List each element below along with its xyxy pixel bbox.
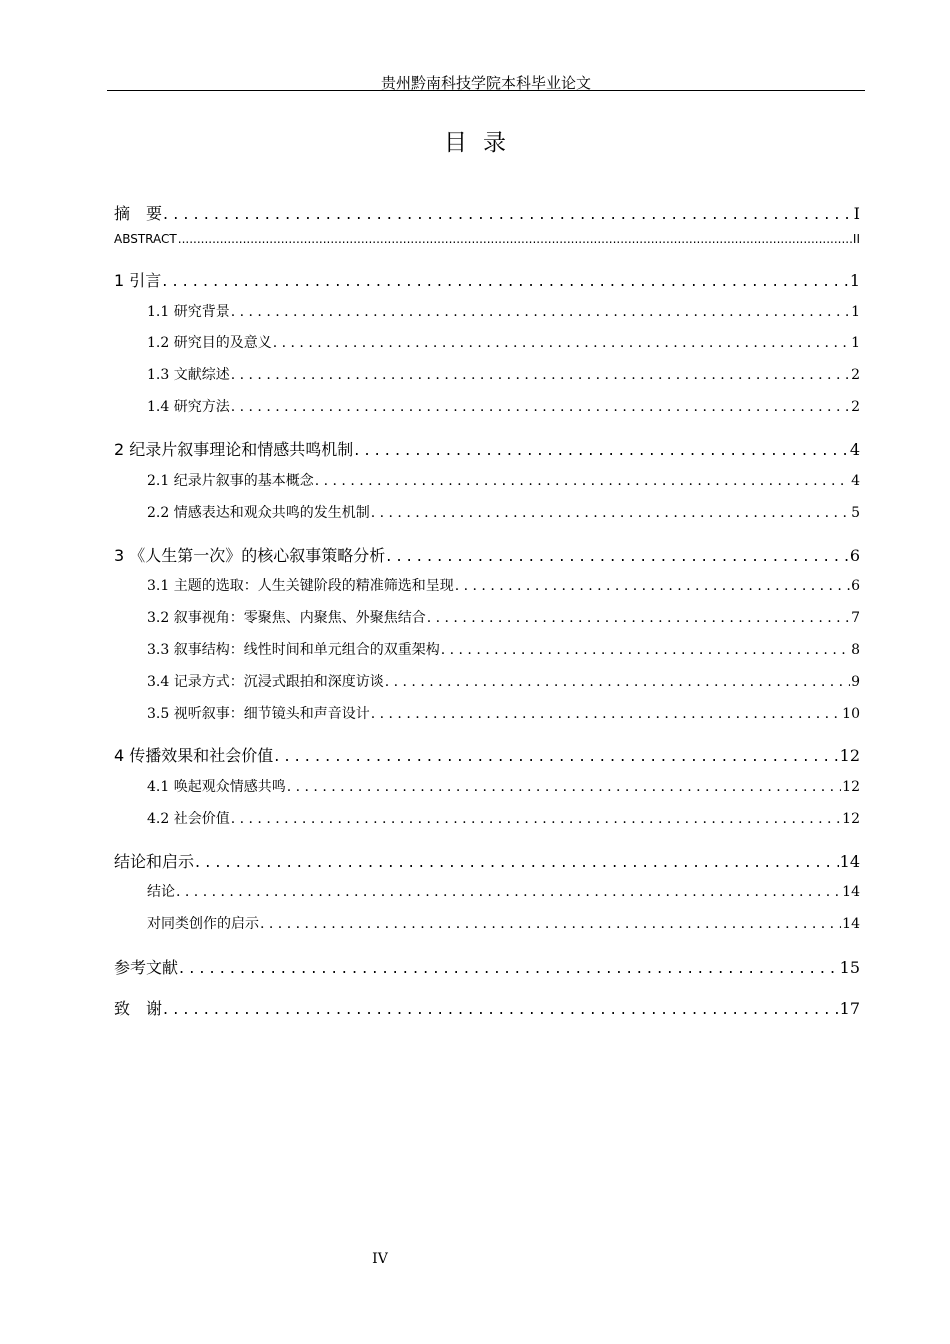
toc-entry-label: 3.1 主题的选取：人生关键阶段的精准筛选和呈现: [147, 578, 454, 594]
toc-entry-page: 14: [839, 852, 860, 871]
page-number: IV: [372, 1251, 388, 1267]
toc-entry[interactable]: [147, 881, 860, 901]
toc-entry[interactable]: [114, 955, 860, 978]
toc-entry-label: 摘 要: [114, 204, 163, 223]
toc-entry[interactable]: [147, 396, 860, 416]
toc-entry-label: 1.4 研究方法: [147, 399, 230, 415]
toc-entry-label: 4 传播效果和社会价值: [114, 746, 274, 765]
toc-entry[interactable]: [147, 639, 860, 659]
toc-entry-label: 3.4 记录方式：沉浸式跟拍和深度访谈: [147, 674, 384, 690]
toc-entry-page: 9: [851, 674, 860, 690]
toc-leader-dots: [231, 399, 850, 415]
toc-entry[interactable]: [147, 808, 860, 828]
toc-entry-page: II: [852, 232, 860, 246]
toc-entry-label: 1.2 研究目的及意义: [147, 335, 272, 351]
toc-entry-label: 3.3 叙事结构：线性时间和单元组合的双重架构: [147, 642, 440, 658]
toc-entry-page: 5: [851, 505, 860, 521]
toc-title: 目录: [444, 130, 522, 156]
toc-entry-label: 2 纪录片叙事理论和情感共鸣机制: [114, 440, 354, 459]
toc-entry[interactable]: [147, 364, 860, 384]
toc-leader-dots: [385, 674, 850, 690]
toc-entry-page: 12: [842, 811, 860, 827]
toc-entry[interactable]: [147, 575, 860, 595]
toc-leader-dots: [162, 271, 849, 290]
toc-entry-page: 10: [842, 706, 860, 722]
toc-entry-label: ABSTRACT: [114, 232, 177, 246]
toc-leader-dots: [231, 367, 850, 383]
toc-leader-dots: [179, 958, 839, 977]
toc-entry-page: 4: [851, 473, 860, 489]
toc-entry-page: 6: [851, 578, 860, 594]
toc-entry-page: 1: [851, 304, 860, 320]
toc-entry[interactable]: [114, 743, 860, 766]
toc-leader-dots: [231, 304, 850, 320]
toc-leader-dots: [386, 546, 849, 565]
toc-entry-page: 4: [849, 440, 860, 459]
toc-entry-page: 12: [839, 746, 860, 765]
toc-entry[interactable]: [114, 543, 860, 566]
toc-entry[interactable]: [147, 607, 860, 627]
toc-leader-dots: [455, 578, 850, 594]
toc-entry-label: 2.2 情感表达和观众共鸣的发生机制: [147, 505, 370, 521]
toc-entry[interactable]: [114, 437, 860, 460]
toc-leader-dots: [176, 884, 841, 900]
toc-entry-page: 2: [851, 367, 860, 383]
toc-leader-dots: [315, 473, 850, 489]
toc-leader-dots: [260, 916, 841, 932]
toc-entry[interactable]: [114, 849, 860, 872]
toc-entry-label: 参考文献: [114, 958, 179, 977]
toc-leader-dots: [371, 706, 841, 722]
toc-entry-page: 8: [851, 642, 860, 658]
toc-entry-label: 4.2 社会价值: [147, 811, 230, 827]
page-header: 贵州黔南科技学院本科毕业论文: [380, 74, 591, 92]
toc-entry[interactable]: [114, 232, 860, 246]
toc-leader-dots: [178, 232, 852, 246]
toc-entry-page: 1: [849, 271, 860, 290]
toc-entry-page: 2: [851, 399, 860, 415]
toc-entry-label: 3.2 叙事视角：零聚焦、内聚焦、外聚焦结合: [147, 610, 426, 626]
toc-leader-dots: [354, 440, 849, 459]
toc-leader-dots: [231, 811, 841, 827]
toc-entry-label: 致 谢: [114, 999, 163, 1018]
toc-leader-dots: [287, 779, 841, 795]
toc-entry[interactable]: [147, 301, 860, 321]
toc-leader-dots: [441, 642, 850, 658]
toc-leader-dots: [163, 999, 839, 1018]
toc-entry-page: 14: [842, 884, 860, 900]
toc-entry-page: 15: [839, 958, 860, 977]
toc-entry-label: 1 引言: [114, 271, 162, 290]
toc-leader-dots: [274, 746, 838, 765]
toc-leader-dots: [163, 204, 853, 223]
toc-leader-dots: [273, 335, 850, 351]
toc-entry-label: 1.3 文献综述: [147, 367, 230, 383]
toc-entry[interactable]: [147, 332, 860, 352]
toc-entry[interactable]: [147, 703, 860, 723]
toc-entry-page: 14: [842, 916, 860, 932]
toc-entry[interactable]: [114, 201, 860, 224]
toc-entry[interactable]: [147, 502, 860, 522]
toc-entry-label: 结论: [147, 884, 175, 900]
toc-entry-label: 4.1 唤起观众情感共鸣: [147, 779, 286, 795]
toc-entry-label: 1.1 研究背景: [147, 304, 230, 320]
toc-leader-dots: [427, 610, 850, 626]
toc-entry-page: I: [853, 204, 860, 223]
toc-entry-page: 7: [851, 610, 860, 626]
toc-entry[interactable]: [147, 470, 860, 490]
toc-entry-page: 17: [839, 999, 860, 1018]
toc-entry-label: 3.5 视听叙事：细节镜头和声音设计: [147, 706, 370, 722]
toc-entry-page: 6: [849, 546, 860, 565]
toc-entry-label: 对同类创作的启示: [147, 916, 259, 932]
toc-entry[interactable]: [114, 996, 860, 1019]
toc-entry-label: 3 《人生第一次》的核心叙事策略分析: [114, 546, 386, 565]
toc-entry[interactable]: [114, 268, 860, 291]
toc-leader-dots: [371, 505, 850, 521]
toc-entry-label: 结论和启示: [114, 852, 195, 871]
toc-entry[interactable]: [147, 776, 860, 796]
toc-entry[interactable]: [147, 671, 860, 691]
toc-entry-label: 2.1 纪录片叙事的基本概念: [147, 473, 314, 489]
toc-entry[interactable]: [147, 913, 860, 933]
toc-entry-page: 12: [842, 779, 860, 795]
toc-entry-page: 1: [851, 335, 860, 351]
toc-leader-dots: [195, 852, 839, 871]
